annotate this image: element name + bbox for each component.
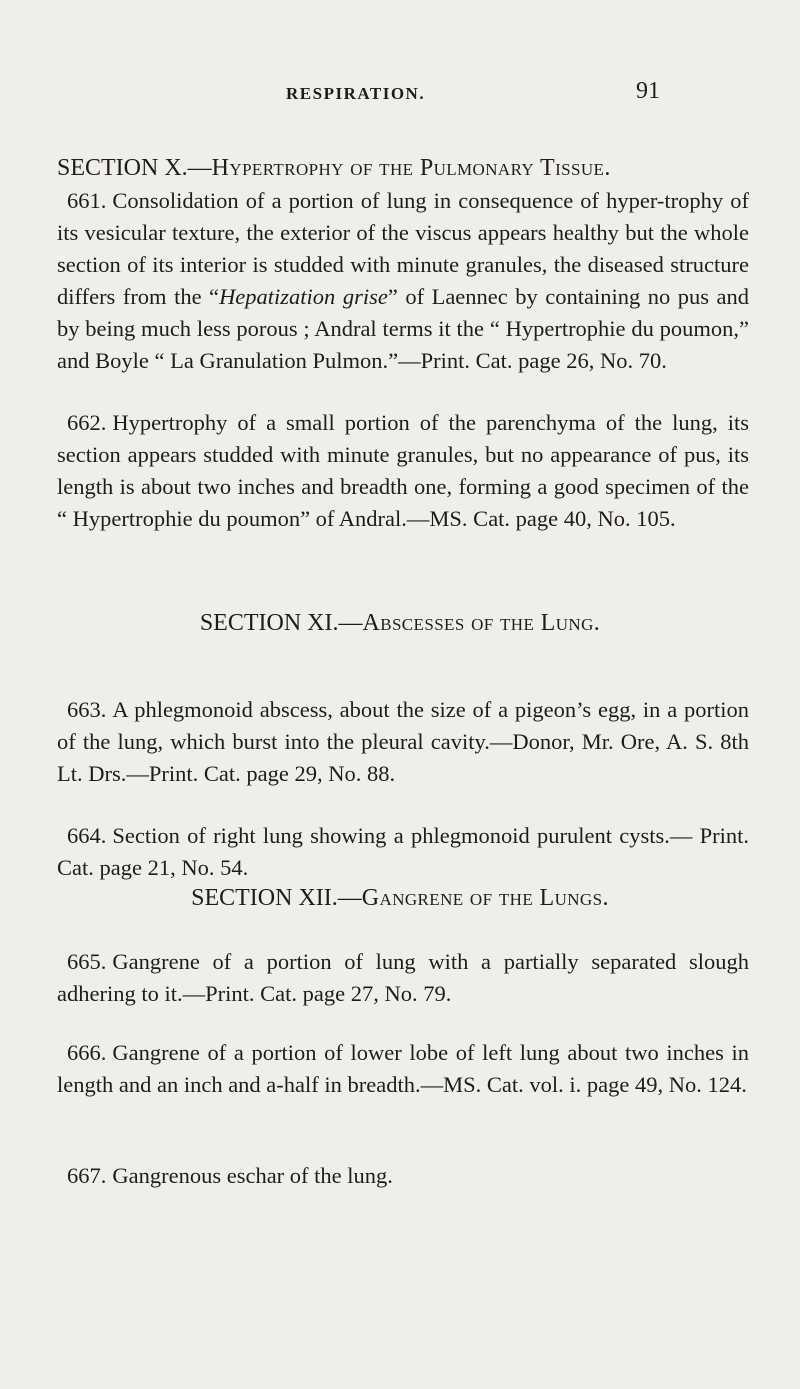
catalog-entry xyxy=(57,946,749,1010)
section-heading-xi xyxy=(0,610,800,637)
entry-text: Gangrenous eschar of the lung. xyxy=(112,1163,393,1188)
section-label: SECTION X.— xyxy=(57,155,212,181)
section-label: SECTION XII.— xyxy=(191,885,362,911)
entry-text: Hypertrophy of a small portion of the parenchyma of the lung, its section appears studded with minute granules, but no appearance of pus, its length is about two inches and breadth one, forming a good specimen of the “ Hypertrophie du poumon” of Andral.—MS. Cat. page 40, No. 105. xyxy=(57,410,749,531)
catalog-entry xyxy=(57,694,749,790)
catalog-entry xyxy=(57,1160,749,1192)
entry-number: 664. xyxy=(67,823,107,848)
entry-text: Gangrene of a portion of lower lobe of left lung about two inches in length and an inch and a-half in breadth.—MS. Cat. vol. i. page 49, No. 124. xyxy=(57,1040,749,1097)
running-title: RESPIRATION. xyxy=(286,84,426,103)
section-title: Abscesses of the Lung. xyxy=(362,610,601,636)
section-title: Hypertrophy of the Pulmonary Tissue. xyxy=(211,155,611,181)
entry-text: Section of right lung showing a phlegmonoid purulent cysts.— Print. Cat. page 21, No. 54. xyxy=(57,823,749,880)
catalog-entry xyxy=(57,407,749,535)
entry-text: Consolidation of a portion of lung in consequence of hyper-trophy of its vesicular texture, the exterior of the viscus appears healthy but the whole section of its interior is studded with minute granules, the diseased structure differs from the “ xyxy=(57,188,749,309)
page-number: 91 xyxy=(636,78,660,104)
entry-number: 666. xyxy=(67,1040,107,1065)
entry-italic-term: Hepatization grise xyxy=(219,284,388,309)
catalog-entry xyxy=(57,820,749,884)
entry-number: 667. xyxy=(67,1163,107,1188)
entry-text-continued: ” of Laennec by containing no pus and by being much less porous ; Andral terms it the “ Hypertrophie du poumon,” and Boyle “ La Granulation Pulmon.”—Print. Cat. page 26, No. 70. xyxy=(57,284,750,373)
entry-text: Gangrene of a portion of lung with a partially separated slough adhering to it.—Print. Cat. page 27, No. 79. xyxy=(57,949,749,1006)
section-title: Gangrene of the Lungs. xyxy=(361,885,609,911)
section-heading-xii xyxy=(0,885,800,912)
entry-number: 663. xyxy=(67,697,107,722)
catalog-entry xyxy=(57,185,749,377)
catalog-entry xyxy=(57,1037,749,1101)
entry-number: 661. xyxy=(67,188,107,213)
section-heading-x xyxy=(57,155,757,182)
entry-text: A phlegmonoid abscess, about the size of a pigeon’s egg, in a portion of the lung, which burst into the pleural cavity.—Donor, Mr. Ore, A. S. 8th Lt. Drs.—Print. Cat. page 29, No. 88. xyxy=(57,697,749,786)
section-label: SECTION XI.— xyxy=(199,610,363,636)
entry-number: 662. xyxy=(67,410,107,435)
running-head xyxy=(0,78,800,108)
entry-number: 665. xyxy=(67,949,107,974)
